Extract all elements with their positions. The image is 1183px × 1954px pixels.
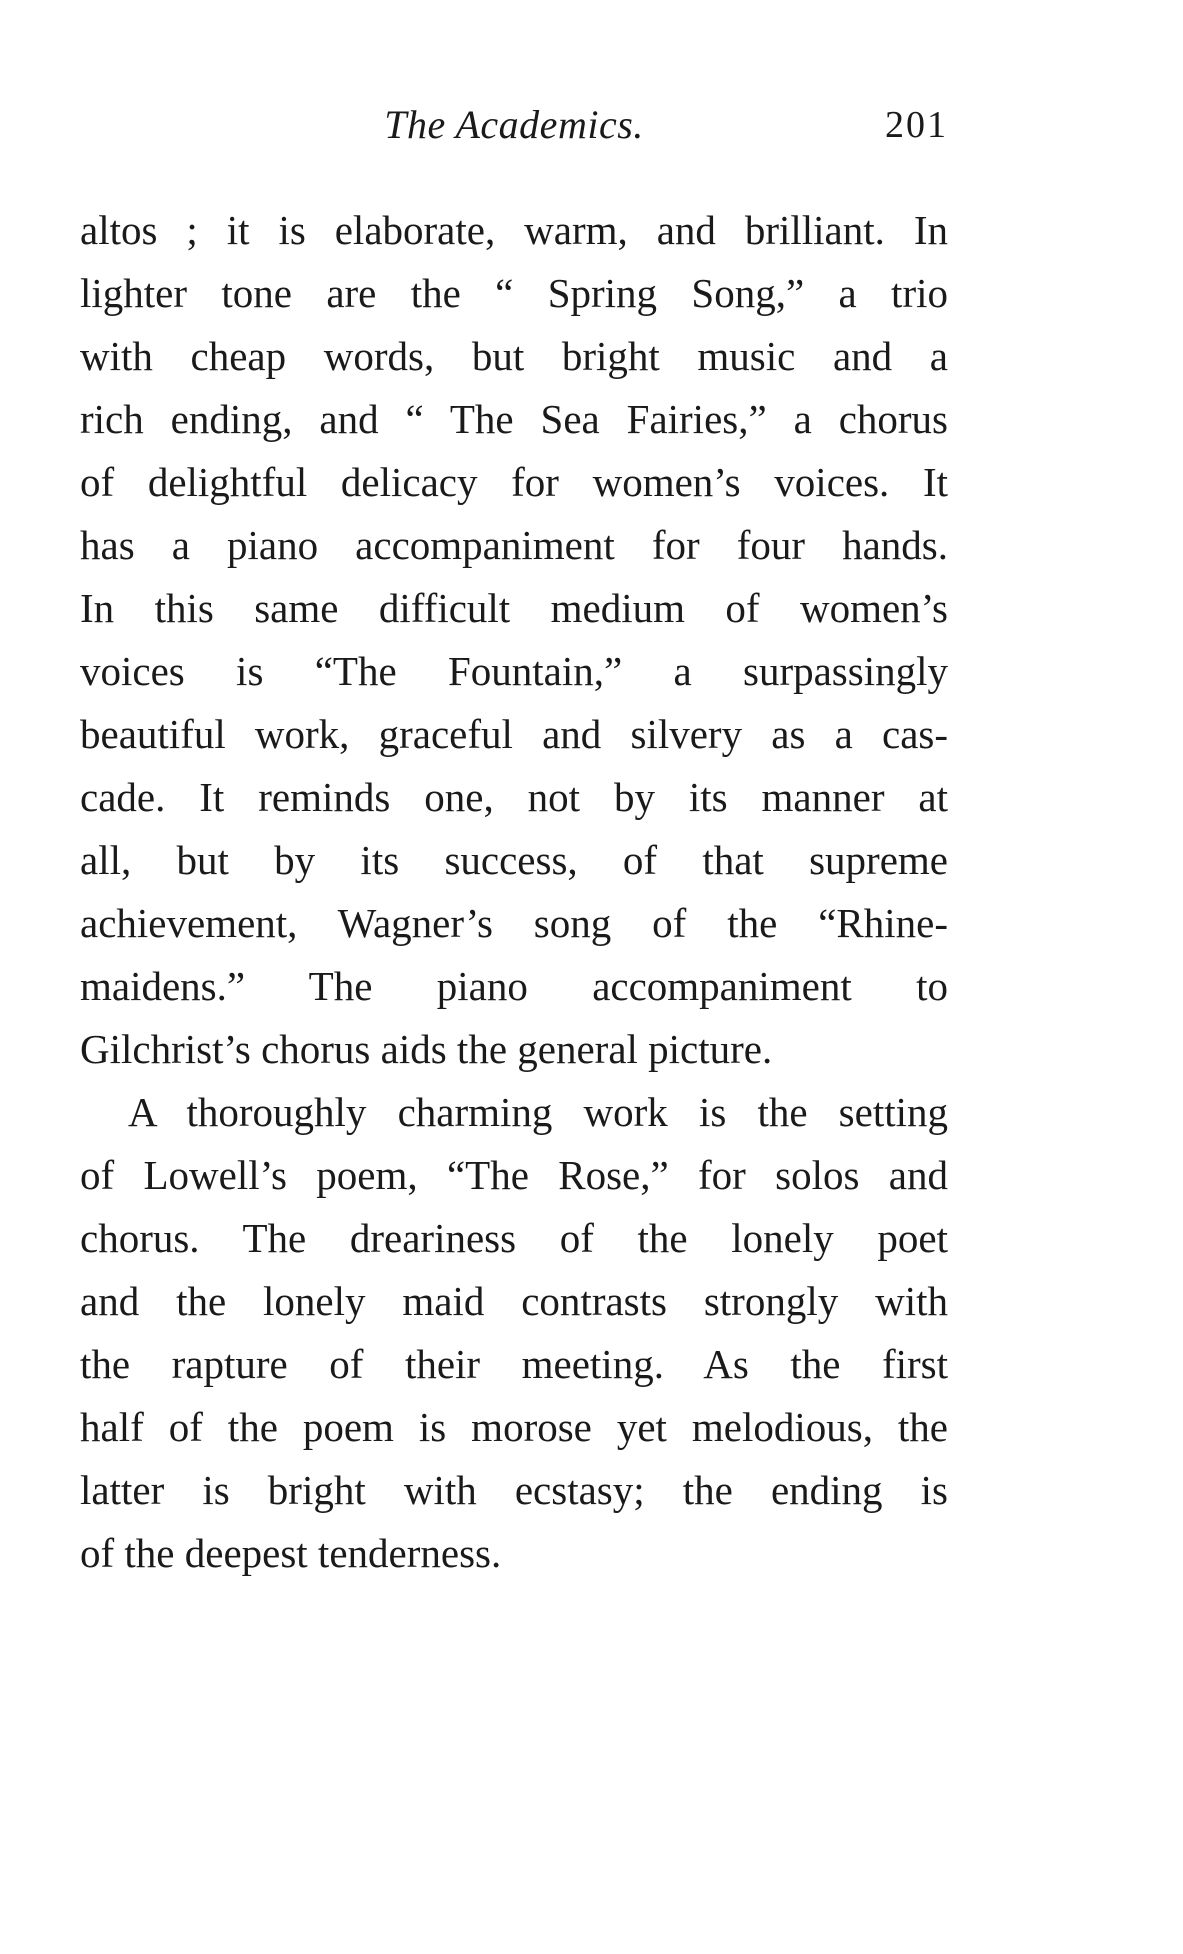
text-line: lighter tone are the “ Spring Song,” a trio [80,270,948,316]
text-line: cade. It reminds one, not by its manner at [80,774,948,820]
text-line: all, but by its success, of that supreme [80,837,948,883]
text-line: the rapture of their meeting. As the first [80,1341,948,1387]
text-line: of delightful delicacy for women’s voices. It [80,459,948,505]
paragraph-1 [80,199,948,1081]
text-line: chorus. The dreariness of the lonely poet [80,1215,948,1261]
text-line: altos ; it is elaborate, warm, and brilliant. In [80,207,948,253]
text-line: achievement, Wagner’s song of the “Rhine- [80,900,948,946]
body-text [80,199,948,1585]
text-line: of the deepest tenderness. [80,1530,502,1576]
text-line: and the lonely maid contrasts strongly with [80,1278,948,1324]
page-number: 201 [885,104,948,146]
text-line: with cheap words, but bright music and a [80,333,948,379]
text-line: of Lowell’s poem, “The Rose,” for solos and [80,1152,948,1198]
text-line: maidens.” The piano accompaniment to [80,963,948,1009]
text-line: voices is “The Fountain,” a surpassingly [80,648,948,694]
running-head [80,100,948,150]
running-title: The Academics. [384,102,644,147]
text-line: has a piano accompaniment for four hands. [80,522,948,568]
text-line: beautiful work, graceful and silvery as a cas- [80,711,948,757]
text-line: Gilchrist’s chorus aids the general picture. [80,1026,773,1072]
text-line: In this same difficult medium of women’s [80,585,948,631]
paragraph-2 [80,1081,948,1585]
text-line: half of the poem is morose yet melodious, the [80,1404,948,1450]
text-line: A thoroughly charming work is the setting [128,1089,948,1135]
text-line: latter is bright with ecstasy; the ending is [80,1467,948,1513]
text-line: rich ending, and “ The Sea Fairies,” a chorus [80,396,948,442]
